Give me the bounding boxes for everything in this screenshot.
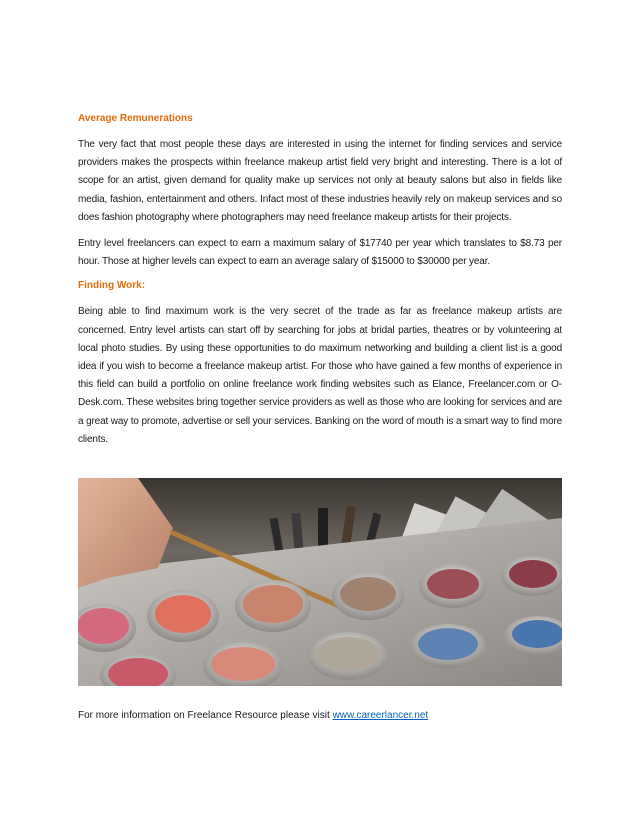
paragraph-remunerations-1: The very fact that most people these days are interested in using the internet for finding services and service providers makes the prospects within freelance makeup artist field very bright and interesting. There is a lot of scope for an artist, given demand for quality make up services not only at beauty salons but also in fields like media, fashion, entertainment and others. Infact most of these industries heavily rely on makeup services and so does fashion photography where photographers may need freelance makeup artists for their projects. (78, 139, 562, 223)
footer-line (78, 709, 428, 723)
paragraph-remunerations-2: Entry level freelancers can expect to earn a maximum salary of $17740 per year which translates to $8.73 per hour. Those at higher levels can expect to earn an average salary of $15000 to $30000 per year. (78, 238, 562, 268)
section-heading-finding-work: Finding Work: (78, 280, 146, 292)
paragraph-finding-work: Being able to find maximum work is the very secret of the trade as far as freelance makeup artists are concerned. Entry level artists can start off by searching for jobs at bridal parties, theatres or by volunteering at local photo studies. By using these opportunities to do maximum networking and building a client list is a good idea if you wish to become a freelance makeup artist. For those who have gained a few months of experience in this field can build a portfolio on online freelance work finding websites such as Elance, Freelancer.com or O-Desk.com. These websites bring together service providers as well as those who are looking for services and are a great way to promote, advertise or sell your services. Banking on the word of mouth is a smart way to find more clients. (78, 306, 562, 445)
makeup-palette-photo (78, 478, 562, 686)
section-heading-remunerations: Average Remunerations (78, 113, 193, 124)
footer-text: For more information on Freelance Resource please visit (78, 710, 333, 721)
careerlancer-link[interactable]: www.careerlancer.net (332, 710, 429, 721)
document-body (78, 112, 562, 457)
